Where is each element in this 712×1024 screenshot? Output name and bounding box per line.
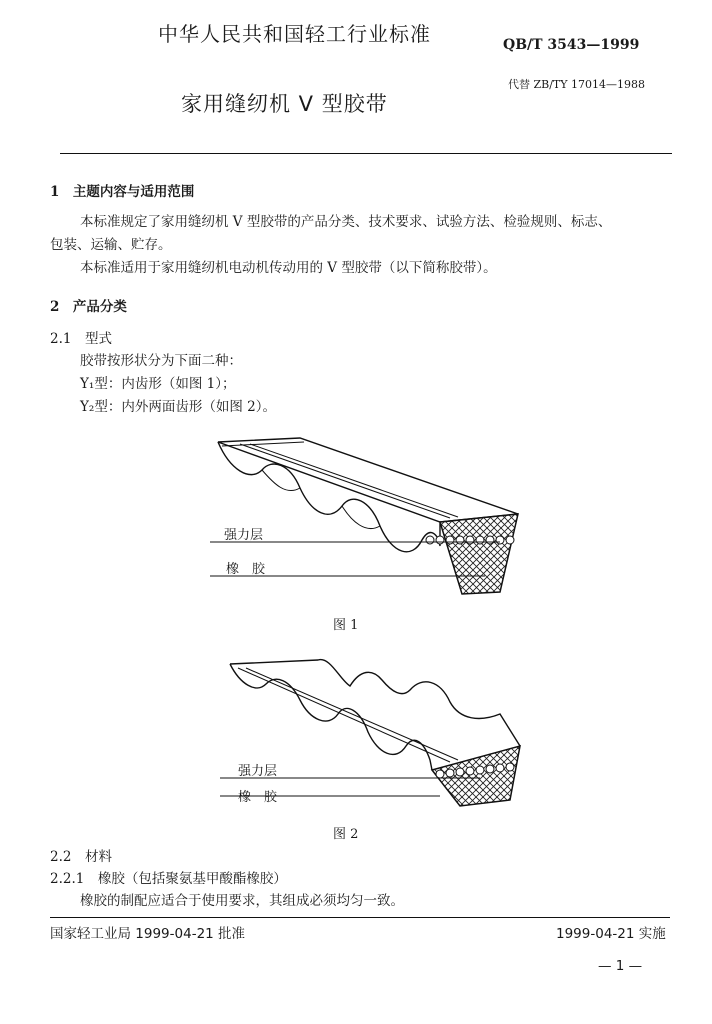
section-1-heading: 1 主题内容与适用范围 [50, 184, 195, 200]
section-2-1-heading: 2.1 型式 [50, 331, 112, 347]
section-1-para2: 本标准适用于家用缝纫机电动机传动用的 V 型胶带（以下简称胶带）。 [80, 260, 497, 276]
page-number: — 1 — [598, 958, 643, 974]
figure-2-caption: 图 2 [333, 827, 359, 842]
section-1-para1-line2: 包装、运输、贮存。 [50, 237, 172, 253]
figure-1-label-rubber: 橡 胶 [226, 562, 266, 577]
type-y1-line: Y₁型：内齿形（如图 1）； [80, 376, 236, 392]
standard-number: QB/T 3543—1999 [503, 37, 640, 53]
section-2-1-intro: 胶带按形状分为下面二种： [80, 353, 242, 369]
footer-divider [50, 917, 670, 918]
replaces-standard: 代替 ZB/TY 17014—1988 [508, 78, 646, 91]
section-1-para1-line1: 本标准规定了家用缝纫机 V 型胶带的产品分类、技术要求、试验方法、检验规则、标志、 [80, 214, 612, 230]
approval-date: 国家轻工业局 1999-04-21 批准 [50, 926, 246, 942]
figure-1-label-tension-layer: 强力层 [224, 528, 264, 543]
section-2-2-heading: 2.2 材料 [50, 849, 112, 865]
section-2-2-1-text: 橡胶的制配应适合于使用要求，其组成必须均匀一致。 [80, 893, 404, 909]
issuing-authority-title: 中华人民共和国轻工行业标准 [158, 22, 431, 46]
section-2-heading: 2 产品分类 [50, 299, 127, 315]
figure-2-label-tension-layer: 强力层 [238, 764, 278, 779]
figure-1-caption: 图 1 [333, 618, 359, 633]
section-2-2-1-heading: 2.2.1 橡胶（包括聚氨基甲酸酯橡胶） [50, 871, 287, 887]
figure-2-label-rubber: 橡 胶 [238, 790, 278, 805]
figure-1-belt-drawing [200, 430, 530, 610]
effective-date: 1999-04-21 实施 [556, 926, 666, 942]
header-divider [60, 153, 672, 154]
document-title: 家用缝纫机 V 型胶带 [181, 92, 388, 116]
type-y2-line: Y₂型：内外两面齿形（如图 2）。 [80, 399, 276, 415]
